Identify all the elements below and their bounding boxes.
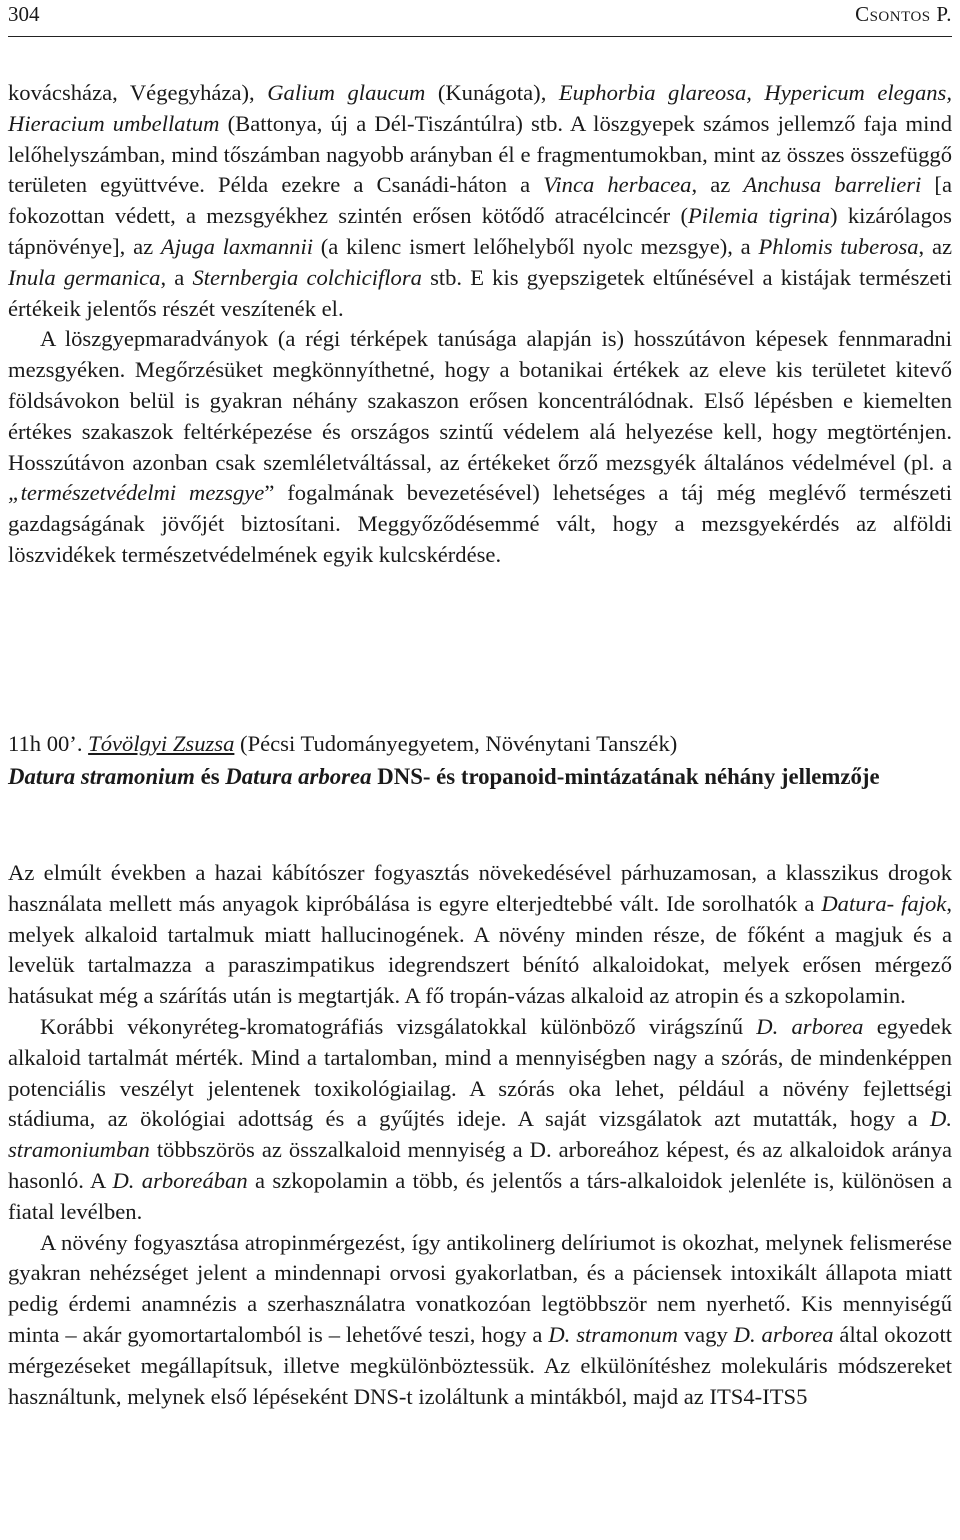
italic-text: Inula germanica [8,264,161,290]
text-run: ” fogalmának bevezetésével) lehetséges a táj még meglévő természeti gazdagságának jövőjét biztosítani. Meggyőződésemmé vált, hogy a mezsgyekérdés az alföldi löszvidékek természetvédelmének egyik kulcskérdése. [8,480,953,567]
text-run: egyedek alkaloid tartalmát mérték. Mind a tartalomban, mind a mennyiségben nagy a szórás, de mindenképpen potenciális veszélyt jelentenek toxikológiailag. A szórás oka lehet, például a növény fejlettségi stádiuma, az ökológiai adottság és a gyűjtés ideje. A saját vizsgálatok azt mutatták, hogy a [8,1013,952,1132]
paragraph [8,858,952,1012]
italic-text: Vinca herbacea [543,172,692,198]
italic-text: Datura arborea [225,763,372,789]
text-run: , a [160,264,193,290]
section-body [8,78,952,571]
text-run: [a fokozottan védett, a mezsgyékhez szintén erősen kötődő atracélcincér ( [8,172,952,229]
italic-text: Euphorbia glareosa, Hypericum elegans, Hieracium umbellatum [8,80,952,136]
italic-text: Datura- fajok [821,890,947,916]
italic-text: D. stramoniumban [8,1106,952,1163]
paragraph [8,324,952,570]
abstract-body [8,858,952,1412]
text-run: DNS- és tropanoid-mintázatának néhány jellemzője [371,763,880,789]
italic-text: Pilemia tigrina [687,203,831,229]
italic-text: D. stramonum [548,1321,678,1347]
italic-text: D. arborea [756,1013,864,1039]
author-affiliation: (Pécsi Tudományegyetem, Növénytani Tanszék) [234,731,678,756]
text-run: (Battonya, új a Dél-Tiszántúlra) stb. A löszgyepek számos jellemző faja mind lelőhelyszámban, mind tőszámban nagyobb arányban él e fragmentumokban, mint az összes összefüggő területen együttvéve. Példa ezekre a Csanádi-háton a [8,110,953,198]
text-run: Az elmúlt években a hazai kábítószer fogyasztás növekedésével párhuzamosan, a klasszikus drogok használata mellett más anyagok kipróbálása is egyre elterjedtebbé vált. Ide sorolhatók a [8,860,952,916]
italic-text: D. arborea [733,1321,834,1347]
text-run: (Kunágota), [425,80,559,105]
text-run: A löszgyepmaradványok (a régi térképek tanúsága alapján is) hosszútávon képesek fennmaradni mezsgyéken. Megőrzésüket megkönnyíthetné, hogy a botanikai értékek az eleve kis területet kitevő földsávokon belül is gyakran néhány szakaszon erősen koncentrálódnak. Első lépésben e kiemelten értékes szakaszok feltérképezése és országos szintű védelem alá helyezése kell, hogy megtörténjen. Hosszútávon azonban csak szemléletváltással, az értékeket őrző mezsgyék általános védelmével (pl. a [8,326,952,475]
text-run: és [194,763,226,789]
text-run: kovácsháza, Végegyháza), [8,80,268,105]
page-number: 304 [8,2,40,26]
text-run: , az [918,233,953,259]
page-header [8,0,952,37]
session-time: 11h 00’. [8,731,89,756]
paragraph [8,1012,952,1228]
text-run: (a kilenc ismert lelőhelyből nyolc mezsgye), a [313,233,759,259]
italic-text: Phlomis tuberosa [758,233,919,259]
text-run: a szkopolamin a több, és jelentős a társ-alkaloidok jelenléte is, különösen a fiatal levélben. [8,1167,952,1224]
italic-text: Galium glaucum [267,80,426,105]
italic-text: Anchusa barrelieri [743,172,922,198]
italic-text: „természetvédelmi mezsgye [8,480,265,506]
text-run: ) kizárólagos tápnövénye], az [8,203,952,259]
italic-text: Datura stramonium [8,763,195,789]
author-line [8,729,952,760]
text-run: A növény fogyasztása atropinmérgezést, így antikolinerg delíriumot is okozhat, melynek felismerése gyakran nehézséget jelent a mindennapi orvosi gyakorlatban, és a páciensek intoxikált állapota miatt pedig érdemi anamnézis a szerhasználatra vonatkozóan legtöbbször nem nyerhető. Kis mennyiségű minta – akár gyomortartalomból is – lehetővé teszi, hogy a [8,1229,952,1347]
italic-text: Sternbergia colchiciflora [192,264,422,290]
running-head: Csontos P. [855,2,952,26]
abstract-entry-header [8,729,952,794]
text-run: többszörös az összalkaloid mennyiség a D. arboreához képest, és az alkaloidok aránya hasonló. A [8,1137,952,1193]
text-run: , az [691,172,744,198]
text-run: által okozott mérgezéseket megállapítsuk, illetve megkülönböztessük. Az elkülönítéshez molekuláris módszereket használtunk, melynek első lépéseként DNS-t izoláltunk a mintákból, majd az ITS4-ITS5 [8,1321,952,1409]
italic-text: D. arboreában [112,1167,248,1193]
text-run: vagy [677,1321,734,1347]
abstract-title [8,760,952,794]
author-name: Tóvölgyi Zsuzsa [88,731,235,756]
text-run: Korábbi vékonyréteg-kromatográfiás vizsgálatokkal különböző virágszínű [40,1013,757,1039]
paragraph [8,1228,952,1413]
italic-text: Ajuga laxmannii [160,233,314,259]
text-run: , melyek alkaloid tartalmuk miatt hallucinogének. A növény minden része, de főként a magjuk és a levelük tartalmazza a paraszimpatikus idegrendszert bénító alkaloidokat, melyek erősen mérgező hatásukat még a szárítás után is megtartják. A fő tropán-vázas alkaloid az atropin és a szkopolamin. [8,890,952,1009]
text-run: stb. E kis gyepszigetek eltűnésével a kistájak természeti értékeik jelentős részét veszítenék el. [8,264,952,321]
paragraph [8,78,952,324]
